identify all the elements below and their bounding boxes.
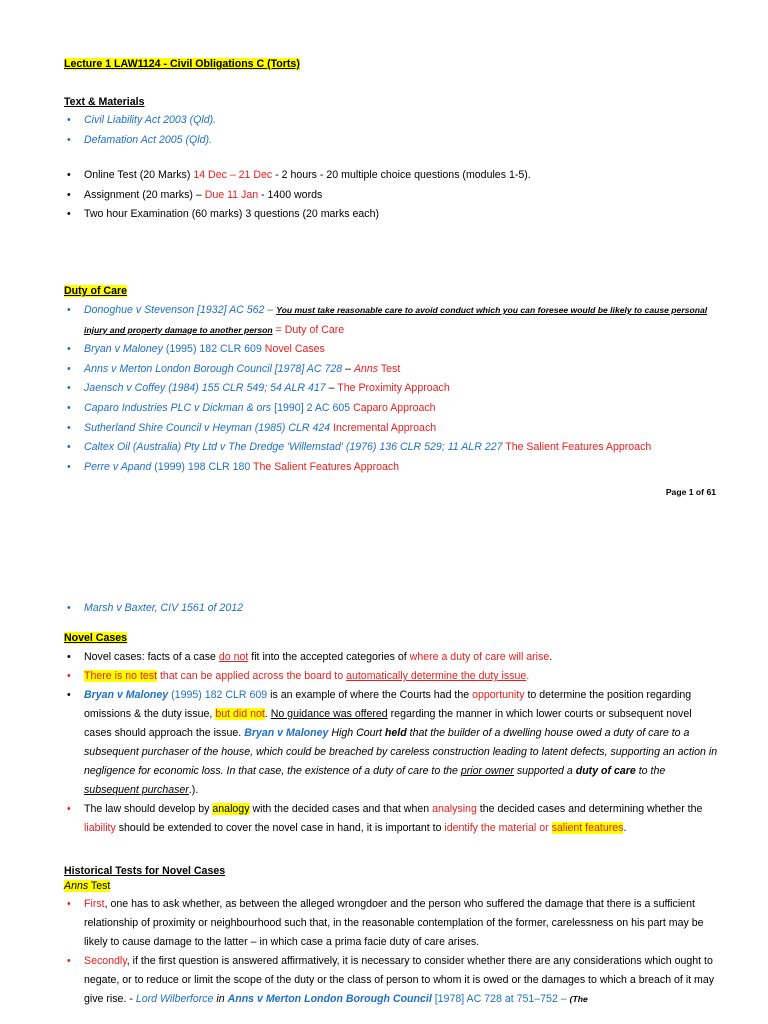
emphasis: but did not — [215, 708, 265, 720]
case-name: Perre v Apand — [84, 460, 152, 473]
list-item — [64, 205, 718, 225]
marsh-list — [64, 599, 718, 619]
dash: – — [264, 304, 277, 316]
list-item — [64, 648, 718, 667]
text: . — [549, 651, 553, 663]
subheading-italic: Anns — [64, 880, 89, 892]
historical-section — [64, 865, 718, 1009]
assessment-section — [64, 166, 718, 225]
bullet-icon: • — [67, 898, 71, 910]
texts-list — [64, 111, 718, 150]
text: supported a — [513, 765, 576, 777]
text: , if the first question is answered affirmatively, it is necessary to consider whether there are any considerations which ought to negate, or to reduce or limit the scope of the duty or the class of person to whom it is owed or the damages to which a breach of it may give rise. - — [84, 955, 715, 1005]
page-of: of — [693, 487, 707, 497]
case-label: The Salient Features Approach — [502, 441, 652, 454]
list-item — [64, 419, 718, 439]
list-item — [64, 340, 718, 360]
bullet-icon: • — [67, 441, 71, 454]
judge-name: Lord Wilberforce — [135, 993, 214, 1005]
subheading-text: Test — [88, 880, 111, 892]
text: (The — [569, 994, 588, 1004]
case-name: Caparo Industries PLC v Dickman & ors — [84, 401, 272, 414]
case-citation: (1995) 182 CLR 609 — [168, 689, 268, 701]
historical-list — [64, 895, 718, 1009]
bullet-icon: • — [67, 803, 71, 815]
list-item — [64, 301, 718, 340]
emphasis: do not — [218, 651, 249, 663]
duty-heading: Duty of Care — [64, 285, 127, 297]
texts-heading: Text & Materials — [64, 96, 145, 108]
emphasis: prior owner — [460, 765, 514, 777]
list-item — [64, 800, 718, 838]
case-label: Incremental Approach — [330, 421, 437, 434]
assignment-due: Due 11 Jan — [204, 188, 259, 201]
case-name: Donoghue v Stevenson [1932] AC 562 — [84, 304, 265, 316]
historical-heading: Historical Tests for Novel Cases — [64, 865, 226, 877]
list-item — [64, 895, 718, 952]
lecture-title: Lecture 1 LAW1124 - Civil Obligations C (Torts) — [64, 58, 300, 70]
bullet-icon: • — [67, 362, 71, 375]
bullet-icon: • — [67, 955, 71, 967]
bullet-icon: • — [67, 382, 71, 395]
emphasis: There is no test — [84, 670, 158, 682]
case-quote: You must take reasonable care to avoid conduct which you can foresee would be likely to cause personal injury and property damage to another person — [84, 305, 708, 335]
novel-list — [64, 648, 718, 838]
case-label: Novel Cases — [264, 343, 325, 356]
case-citation: [1990] 2 AC 605 — [271, 401, 354, 414]
emphasis: duty of care — [575, 765, 636, 777]
case-name: Anns v Merton London Borough Council [1978] AC 728 — [84, 362, 343, 375]
list-item — [64, 111, 718, 131]
list-item — [64, 438, 718, 458]
bullet-icon: • — [67, 188, 71, 201]
case-name: Anns v Merton London Borough Council — [227, 993, 432, 1005]
emphasis: liability — [84, 822, 116, 834]
duty-section — [64, 285, 718, 477]
list-item — [64, 379, 718, 399]
novel-section — [64, 632, 718, 838]
exam-text: Two hour Examination (60 marks) 3 questions (20 marks each) — [84, 208, 379, 221]
text: is an example of where the Courts had the — [267, 689, 473, 701]
emphasis: No guidance was offered — [270, 708, 388, 720]
emphasis: identify the material or — [444, 822, 552, 834]
assessment-list — [64, 166, 718, 225]
bullet-icon: • — [67, 208, 71, 221]
case-name: Sutherland Shire Council v Heyman (1985) CLR 424 — [84, 421, 331, 434]
list-item — [64, 599, 718, 619]
case-name: Caltex Oil (Australia) Pty Ltd v The Dredge 'Willemstad' (1976) 136 CLR 529; 11 ALR 227 — [84, 441, 503, 454]
page-total: 61 — [706, 487, 716, 497]
bullet-icon: • — [67, 651, 71, 663]
dash: – — [557, 993, 570, 1005]
emphasis: where a duty of care will arise — [409, 651, 550, 663]
text: High Court — [328, 727, 385, 739]
list-item — [64, 131, 718, 151]
bullet-icon: • — [67, 343, 71, 356]
online-test-text: Online Test (20 Marks) — [84, 169, 194, 181]
statute-name: Defamation Act 2005 (Qld). — [84, 133, 212, 146]
case-label: Anns — [353, 362, 379, 375]
list-item — [64, 952, 718, 1009]
text: The law should develop by — [84, 803, 213, 815]
emphasis: automatically determine the duty issue — [346, 670, 527, 682]
case-label: The Proximity Approach — [337, 382, 450, 395]
case-name: Jaensch v Coffey (1984) 155 CLR 549; 54 ALR 417 — [84, 382, 326, 395]
text: . — [264, 708, 271, 720]
text: .). — [188, 784, 199, 796]
list-item — [64, 360, 718, 380]
text: Novel cases: facts of a case — [84, 651, 219, 663]
dash: – — [342, 362, 354, 375]
anns-subheading — [64, 880, 718, 892]
lecture-title-line — [64, 58, 718, 70]
case-label: The Salient Features Approach — [253, 460, 400, 473]
bullet-icon: • — [67, 689, 71, 701]
page-number — [666, 487, 716, 497]
bullet-icon: • — [67, 602, 71, 614]
duty-case-list — [64, 301, 718, 477]
text: fit into the accepted categories of — [248, 651, 410, 663]
list-item — [64, 186, 718, 206]
statute-name: Civil Liability Act 2003 (Qld). — [84, 114, 217, 126]
emphasis: analogy — [212, 803, 250, 815]
case-label: Test — [378, 362, 401, 375]
text: that can be applied across the board to — [157, 670, 347, 682]
emphasis: held — [384, 727, 407, 739]
case-label: = Duty of Care — [272, 323, 345, 336]
emphasis: analysing — [432, 803, 477, 815]
bullet-icon: • — [67, 401, 71, 414]
bullet-icon: • — [67, 460, 71, 473]
text: . — [526, 670, 530, 682]
case-citation: (1999) 198 CLR 180 — [151, 460, 254, 473]
bullet-icon: • — [67, 114, 71, 126]
online-test-details: - 2 hours - 20 multiple choice questions (modules 1-5). — [272, 169, 531, 181]
list-item — [64, 667, 718, 686]
step-label: First — [84, 898, 105, 910]
case-name: Marsh v Baxter, CIV 1561 of 2012 — [84, 602, 243, 614]
text: . — [623, 822, 627, 834]
case-citation: [1978] AC 728 at 751–752 — [431, 993, 558, 1005]
text: in — [213, 993, 228, 1005]
bullet-icon: • — [67, 133, 71, 146]
page-prefix: Page — [665, 487, 689, 497]
case-name: Bryan v Maloney — [84, 689, 169, 701]
text: the decided cases and determining whether the — [476, 803, 703, 815]
assignment-text: Assignment (20 marks) – — [84, 188, 205, 201]
online-test-dates: 14 Dec – 21 Dec — [193, 169, 273, 181]
dash: – — [325, 382, 338, 395]
list-item — [64, 458, 718, 478]
list-item — [64, 399, 718, 419]
emphasis: opportunity — [472, 689, 525, 701]
marsh-section — [64, 599, 718, 619]
case-name: Bryan v Maloney — [244, 727, 329, 739]
assignment-words: - 1400 words — [258, 188, 323, 201]
text: to determine the position regarding omissions & the duty issue, — [84, 689, 692, 720]
text: regarding the manner in which lower courts or subsequent novel cases should approach the issue. — [84, 708, 692, 739]
list-item — [64, 166, 718, 186]
text: , one has to ask whether, as between the alleged wrongdoer and the person who suffered the damage that there is a sufficient relationship of proximity or neighbourhood such that, in the reasonable contemplation of the former, carelessness on his part may be likely to cause damage to the latter – in which case a prima facie duty of care arises. — [84, 898, 704, 948]
list-item — [64, 686, 718, 800]
emphasis: subsequent purchaser — [84, 784, 189, 796]
text: to the — [635, 765, 666, 777]
texts-section — [64, 96, 718, 150]
page-current: 1 — [688, 487, 694, 497]
bullet-icon: • — [67, 169, 71, 181]
text: that the builder of a dwelling house owed a duty of care to a subsequent purchaser of the house, which could be breached by careless construction leading to latent defects, supporting an action in negligence for economic loss. In that case, the existence of a duty of care to the — [84, 727, 718, 777]
text: with the decided cases and that when — [249, 803, 433, 815]
bullet-icon: • — [67, 421, 71, 434]
case-label: Caparo Approach — [353, 401, 436, 414]
step-label: Secondly — [84, 955, 127, 967]
text: should be extended to cover the novel case in hand, it is important to — [115, 822, 445, 834]
emphasis: salient features — [551, 822, 624, 834]
case-citation: (1995) 182 CLR 609 — [162, 343, 265, 356]
bullet-icon: • — [67, 304, 71, 316]
bullet-icon: • — [67, 670, 71, 682]
novel-heading: Novel Cases — [64, 632, 128, 644]
case-name: Bryan v Maloney — [84, 343, 163, 356]
